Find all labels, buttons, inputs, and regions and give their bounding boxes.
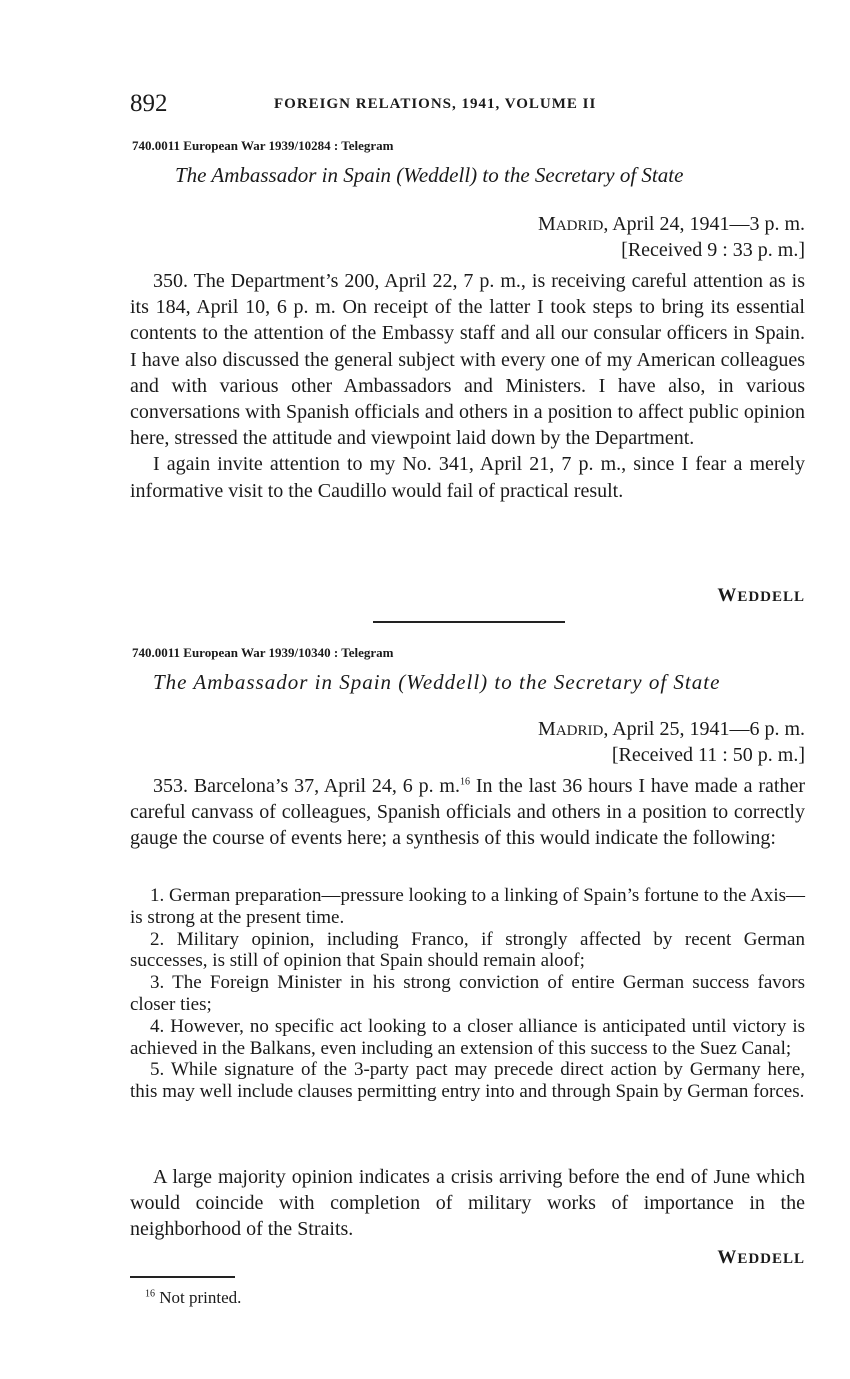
list-item: 5. While signature of the 3-party pact may precede direct action by Germany here, this may well include clauses permitting entry into and through Spain by German forces. — [130, 1059, 805, 1103]
doc2-date: , April 25, 1941—6 p. m. — [603, 718, 805, 740]
doc2-signature-rest: EDDELL — [737, 1251, 805, 1267]
doc1-place-initial: M — [538, 213, 556, 235]
doc1-paragraph-1: 350. The Department’s 200, April 22, 7 p. m., is receiving careful attention as is its 184, April 10, 6 p. m. On receipt of the latter I took steps to bring its essential contents to the attention of the Embassy staff and all our consular officers in Spain. I have also discussed the general subject with every one of my American colleagues and with various other Ambassadors and Ministers. I have also, in various conversations with Spanish officials and others in a position to affect public opinion here, stressed the attitude and viewpoint laid down by the Department. — [130, 270, 805, 450]
doc2-footnote-mark: 16 — [460, 776, 470, 788]
doc1-title: The Ambassador in Spain (Weddell) to the Secretary of State — [175, 163, 684, 187]
doc2-closing-paragraph: A large majority opinion indicates a crisis arriving before the end of June which would coincide with completion of military works of importance in the neighborhood of the Straits. — [130, 1166, 805, 1241]
doc2-file-ref: 740.0011 European War 1939/10340 : Telegram — [132, 645, 394, 660]
doc1-signature — [717, 585, 805, 607]
doc1-signature-rest: EDDELL — [737, 589, 805, 605]
doc2-place-rest: ADRID — [555, 723, 604, 739]
list-item: 4. However, no specific act looking to a closer alliance is anticipated until victory is achieved in the Balkans, even including an extension of this success to the Suez Canal; — [130, 1015, 805, 1059]
doc1-file-ref: 740.0011 European War 1939/10284 : Telegram — [132, 138, 394, 153]
doc1-signature-initial: W — [717, 585, 738, 606]
list-item: 1. German preparation—pressure looking to a linking of Spain’s fortune to the Axis—is strong at the present time. — [130, 885, 805, 928]
doc2-findings-list — [130, 885, 805, 1103]
doc1-paragraph-2: I again invite attention to my No. 341, April 21, 7 p. m., since I fear a merely informative visit to the Caudillo would fail of practical result. — [130, 453, 805, 502]
doc2-signature — [717, 1247, 805, 1269]
doc1-date: , April 24, 1941—3 p. m. — [603, 213, 805, 235]
doc2-intro-b: In the last 36 hours I have made a rather careful canvass of colleagues, Spanish officials and others in a position to correctly gauge the course of events here; a synthesis of this would indicate the following: — [130, 775, 805, 850]
section-divider — [373, 621, 565, 623]
page-number: 892 — [130, 90, 168, 117]
doc1-dateline — [538, 213, 805, 236]
doc2-received: [Received 11 : 50 p. m.] — [611, 744, 805, 766]
doc2-intro — [130, 773, 805, 852]
doc2-dateline — [538, 718, 805, 741]
doc2-intro-a: 353. Barcelona’s 37, April 24, 6 p. m. — [153, 775, 460, 797]
list-item: 2. Military opinion, including Franco, if strongly affected by recent German successes, is still of opinion that Spain should remain aloof; — [130, 928, 805, 972]
doc2-closing — [130, 1164, 805, 1243]
footnote — [145, 1288, 241, 1308]
doc2-signature-initial: W — [717, 1247, 738, 1268]
doc1-body — [130, 268, 805, 504]
doc1-received: [Received 9 : 33 p. m.] — [621, 239, 805, 261]
list-item: 3. The Foreign Minister in his strong conviction of entire German success favors closer ties; — [130, 972, 805, 1015]
doc2-title: The Ambassador in Spain (Weddell) to the Secretary of State — [153, 670, 721, 694]
doc2-intro-paragraph — [130, 773, 805, 852]
footnote-divider — [130, 1276, 235, 1278]
running-title: FOREIGN RELATIONS, 1941, VOLUME II — [274, 96, 597, 112]
doc1-place-rest: ADRID — [555, 218, 604, 234]
doc2-place-initial: M — [538, 718, 556, 740]
footnote-text: Not printed. — [155, 1288, 242, 1307]
footnote-mark: 16 — [145, 1288, 155, 1300]
